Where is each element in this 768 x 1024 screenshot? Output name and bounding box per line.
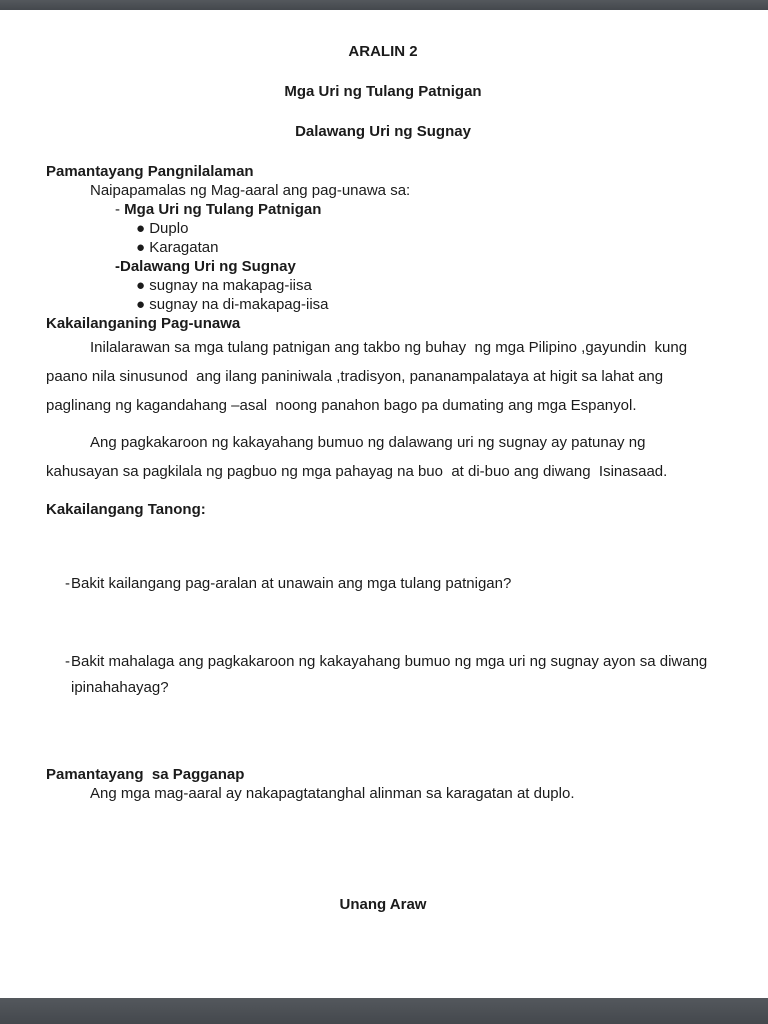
bullet-karagatan: ● Karagatan bbox=[136, 239, 219, 256]
unang-araw-heading: Unang Araw bbox=[339, 896, 427, 913]
lesson-number-title: ARALIN 2 bbox=[348, 43, 418, 60]
list-item-dash: - bbox=[115, 201, 125, 218]
intro-line: Naipapamalas ng Mag-aaral ang pag-unawa sa: bbox=[90, 182, 411, 199]
paragraph-inilalarawan: Inilalarawan sa mga tulang patnigan ang takbo ng buhay ng mga Pilipino ,gayundin kung paano nila sinusunod ang ilang paniniwala ,tradisyon, pananampalataya at higit sa lahat ang paglinang ng kagandahang –asal noong panahon bago pa dumating ang mga Espanyol. bbox=[46, 339, 692, 414]
paragraph-pagkakaroon: Ang pagkakaroon ng kakayahang bumuo ng dalawang uri ng sugnay ay patunay ng kahusayan sa pagkilala ng pagbuo ng mga pahayag na buo at di-buo ang diwang Isinasaad. bbox=[46, 434, 668, 480]
bullet-sugnay-di-makapag-iisa: ● sugnay na di-makapag-iisa bbox=[136, 296, 329, 313]
bullet-duplo: ● Duplo bbox=[136, 220, 189, 237]
document-page bbox=[0, 10, 768, 998]
section-pamantayang-sa-pagganap: Pamantayang sa Pagganap bbox=[46, 766, 245, 783]
question-item bbox=[46, 571, 720, 597]
question-text: Bakit mahalaga ang pagkakaroon ng kakayahang bumuo ng mga uri ng sugnay ayon sa diwang ipinahahayag? bbox=[71, 653, 712, 696]
question-item bbox=[46, 649, 720, 701]
lesson-subtopic-title: Dalawang Uri ng Sugnay bbox=[295, 123, 471, 140]
list-item-tulang-patnigan bbox=[46, 200, 720, 219]
list-item-dalawang-uri-ng-sugnay: -Dalawang Uri ng Sugnay bbox=[115, 258, 296, 275]
list-item-label: Mga Uri ng Tulang Patnigan bbox=[124, 201, 322, 218]
lesson-topic-title: Mga Uri ng Tulang Patnigan bbox=[284, 83, 482, 100]
viewer-top-bar bbox=[0, 0, 768, 10]
question-dash: - bbox=[65, 575, 70, 592]
question-text: Bakit kailangang pag-aralan at unawain ang mga tulang patnigan? bbox=[71, 575, 512, 592]
viewer-bottom-bar bbox=[0, 998, 768, 1024]
section-kakailangang-tanong: Kakailangang Tanong: bbox=[46, 501, 206, 518]
question-list bbox=[46, 519, 720, 753]
section-pamantayang-pangnilalaman: Pamantayang Pangnilalaman bbox=[46, 163, 254, 180]
paragraph-pagganap: Ang mga mag-aaral ay nakapagtatanghal alinman sa karagatan at duplo. bbox=[90, 785, 575, 802]
section-kakailanganing-pag-unawa: Kakailanganing Pag-unawa bbox=[46, 315, 241, 332]
question-dash: - bbox=[65, 653, 70, 670]
bullet-sugnay-makapag-iisa: ● sugnay na makapag-iisa bbox=[136, 277, 312, 294]
